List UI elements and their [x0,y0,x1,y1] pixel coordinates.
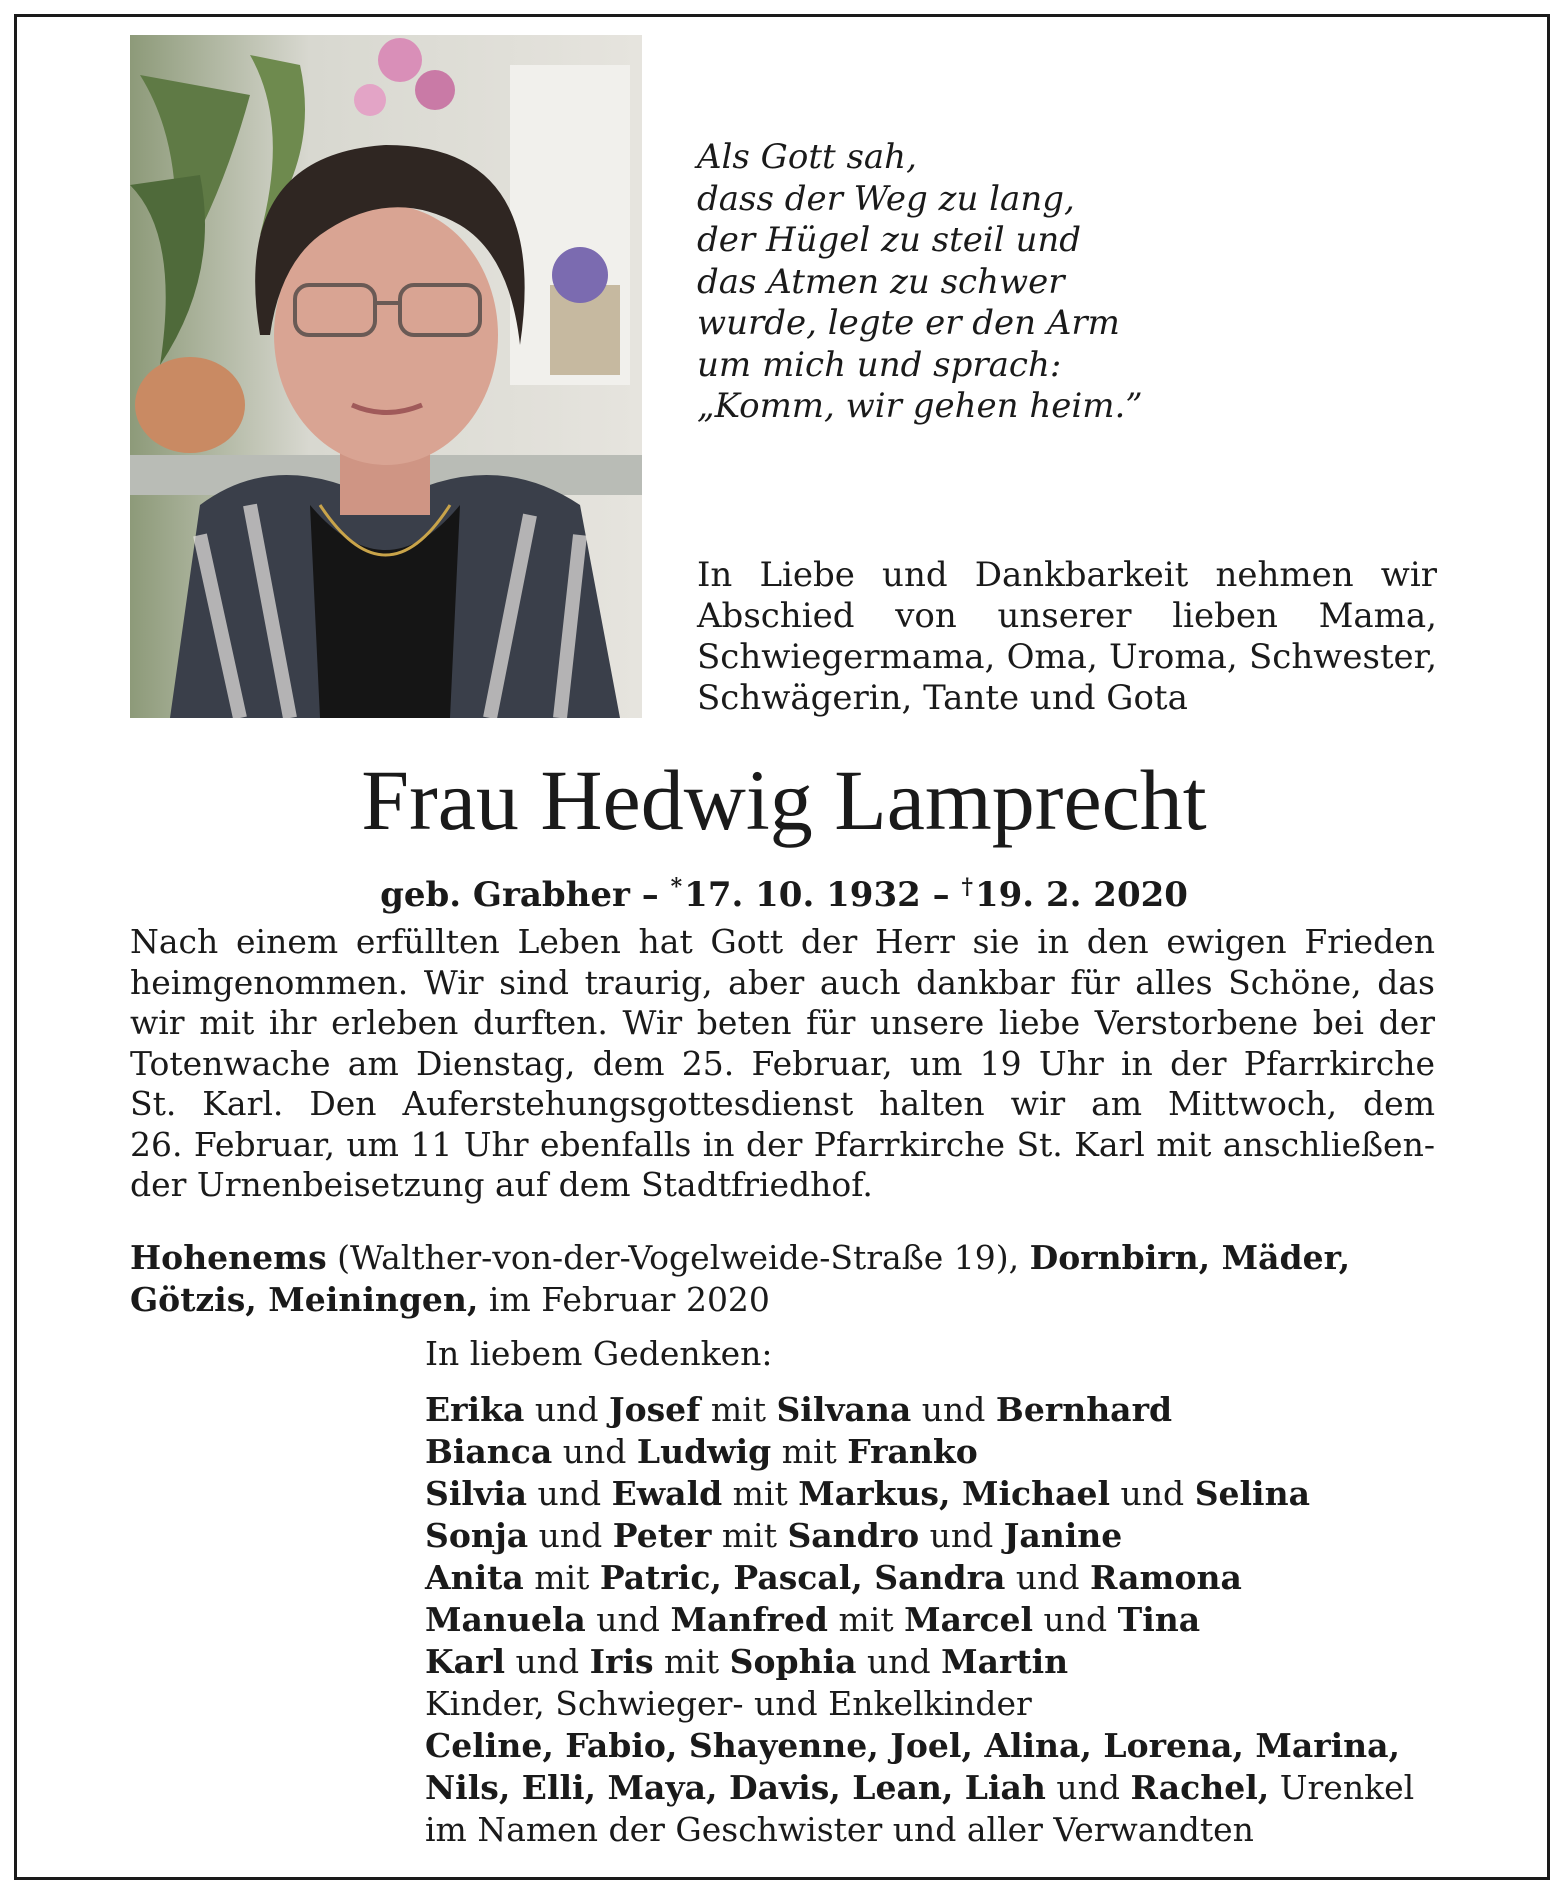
family-line [425,1767,1414,1809]
family-name: Iris [589,1642,654,1681]
poem-line: wurde, legte er den Arm [697,303,1120,343]
family-line [425,1725,1414,1767]
body-line: heimgenommen. Wir sind traurig, aber auch dankbar für alles Schöne, das [130,962,1435,1002]
family-name: Martin [941,1642,1069,1681]
family-connector: mit [523,1558,600,1597]
poem-line: der Hügel zu steil und [697,220,1082,260]
family-connector: mit [771,1432,848,1471]
body-line: der Urnenbeisetzung auf dem Stadtfriedhof. [130,1165,873,1204]
poem-line: das Atmen zu schwer [697,261,1065,302]
family-line [425,1557,1414,1599]
family-name: Bianca [425,1432,553,1471]
family-name: Manfred [670,1600,828,1639]
date-separator: – [641,875,659,915]
memory-label: In liebem Gedenken: [425,1334,773,1373]
date-separator: – [932,875,950,915]
places-line [130,1237,1435,1279]
family-connector: Urenkel [1269,1768,1415,1807]
place-address: (Walther-von-der-Vogelweide-Straße 19), [326,1238,1030,1277]
family-list [425,1389,1414,1851]
body-line: 26. Februar, um 11 Uhr ebenfalls in der Pfarrkirche St. Karl mit anschließen- [130,1124,1435,1164]
family-name: Franko [847,1432,978,1471]
place-towns: Götzis, Meiningen, [130,1280,479,1319]
family-connector: und [1033,1600,1118,1639]
family-name: Ewald [611,1474,723,1513]
family-name: Ludwig [636,1432,772,1471]
family-name: Rachel, [1130,1768,1270,1807]
family-connector: und [911,1390,996,1429]
death-date: 19. 2. 2020 [974,875,1188,915]
birth-name: geb. Grabher [380,875,630,915]
family-connector: und [552,1432,637,1471]
intro-line: In Liebe und Dankbarkeit nehmen wir [697,555,1437,595]
family-name: Anita [425,1558,524,1597]
family-connector: und [856,1642,942,1681]
family-name: Sandro [787,1516,920,1555]
family-connector: mit [711,1516,788,1555]
family-name: Patric, Pascal, Sandra [599,1558,1006,1597]
family-connector: Kinder, Schwieger- und Enkelkinder [425,1684,1032,1723]
family-connector: und [1005,1558,1090,1597]
family-name: Manuela [425,1600,586,1639]
family-connector: mit [653,1642,730,1681]
intro-paragraph [697,555,1437,719]
family-name: Selina [1194,1474,1310,1513]
family-line [425,1389,1414,1431]
family-name: Peter [612,1516,712,1555]
intro-line: Schwiegermama, Oma, Uroma, Schwester, [697,637,1437,677]
poem-line: dass der Weg zu lang, [697,178,1075,219]
family-name: Ramona [1089,1558,1242,1597]
family-name: Nils, Elli, Maya, Davis, Lean, Liah [425,1768,1046,1807]
family-name: Silvia [425,1474,527,1513]
family-connector: und [528,1516,613,1555]
family-connector: und [527,1474,612,1513]
poem [697,137,1143,428]
family-connector: mit [700,1390,777,1429]
family-connector: und [524,1390,609,1429]
portrait-photo [130,35,642,718]
body-paragraph [130,922,1435,1206]
family-name: Sonja [425,1516,529,1555]
intro-line: Abschied von unserer lieben Mama, [697,596,1437,636]
family-name: Erika [425,1390,525,1429]
deceased-name: Frau Hedwig Lamprecht [361,752,1207,848]
family-line [425,1599,1414,1641]
places-line [130,1279,1435,1321]
family-name: Bernhard [995,1390,1173,1429]
family-name: Janine [1003,1516,1123,1555]
places-paragraph [130,1237,1435,1321]
family-name: Josef [608,1390,701,1429]
body-line: St. Karl. Den Auferstehungsgottesdienst halten wir am Mittwoch, dem [130,1084,1435,1123]
family-line [425,1809,1414,1851]
family-name: Markus, Michael [798,1474,1111,1513]
family-name: Sophia [729,1642,857,1681]
family-connector: und [585,1600,671,1639]
death-symbol: † [961,874,973,900]
family-line [425,1431,1414,1473]
family-name: Tina [1117,1600,1201,1639]
place-towns: Dornbirn, Mäder, [1029,1238,1351,1277]
body-line: wir mit ihr erleben durften. Wir beten für unsere liebe Verstorbene bei der [130,1003,1435,1042]
family-name: Karl [425,1642,505,1681]
family-line [425,1515,1414,1557]
birth-symbol: * [670,874,683,900]
body-line: Totenwache am Dienstag, dem 25. Februar, um 19 Uhr in der Pfarrkirche [130,1043,1435,1083]
life-dates [0,865,1568,917]
family-connector: und [1045,1768,1131,1807]
family-name: Silvana [776,1390,912,1429]
place-date: im Februar 2020 [478,1280,770,1319]
family-connector: mit [828,1600,905,1639]
poem-line: Als Gott sah, [697,137,917,177]
family-connector: mit [722,1474,799,1513]
birth-date: 17. 10. 1932 [684,875,921,915]
family-line [425,1473,1414,1515]
family-line [425,1641,1414,1683]
family-line [425,1683,1414,1725]
family-name: Marcel [904,1600,1034,1639]
body-line: Nach einem erfüllten Leben hat Gott der Herr sie in den ewigen Frieden [130,922,1435,961]
family-connector: und [919,1516,1004,1555]
intro-line: Schwägerin, Tante und Gota [697,678,1188,718]
poem-line: „Komm, wir gehen heim.” [697,386,1143,426]
family-connector: und [505,1642,590,1681]
poem-line: um mich und sprach: [697,344,1062,385]
family-name: Celine, Fabio, Shayenne, Joel, Alina, Lorena, Marina, [425,1726,1401,1765]
family-connector: im Namen der Geschwister und aller Verwandten [425,1810,1254,1849]
family-connector: und [1110,1474,1195,1513]
place-city: Hohenems [130,1238,327,1277]
